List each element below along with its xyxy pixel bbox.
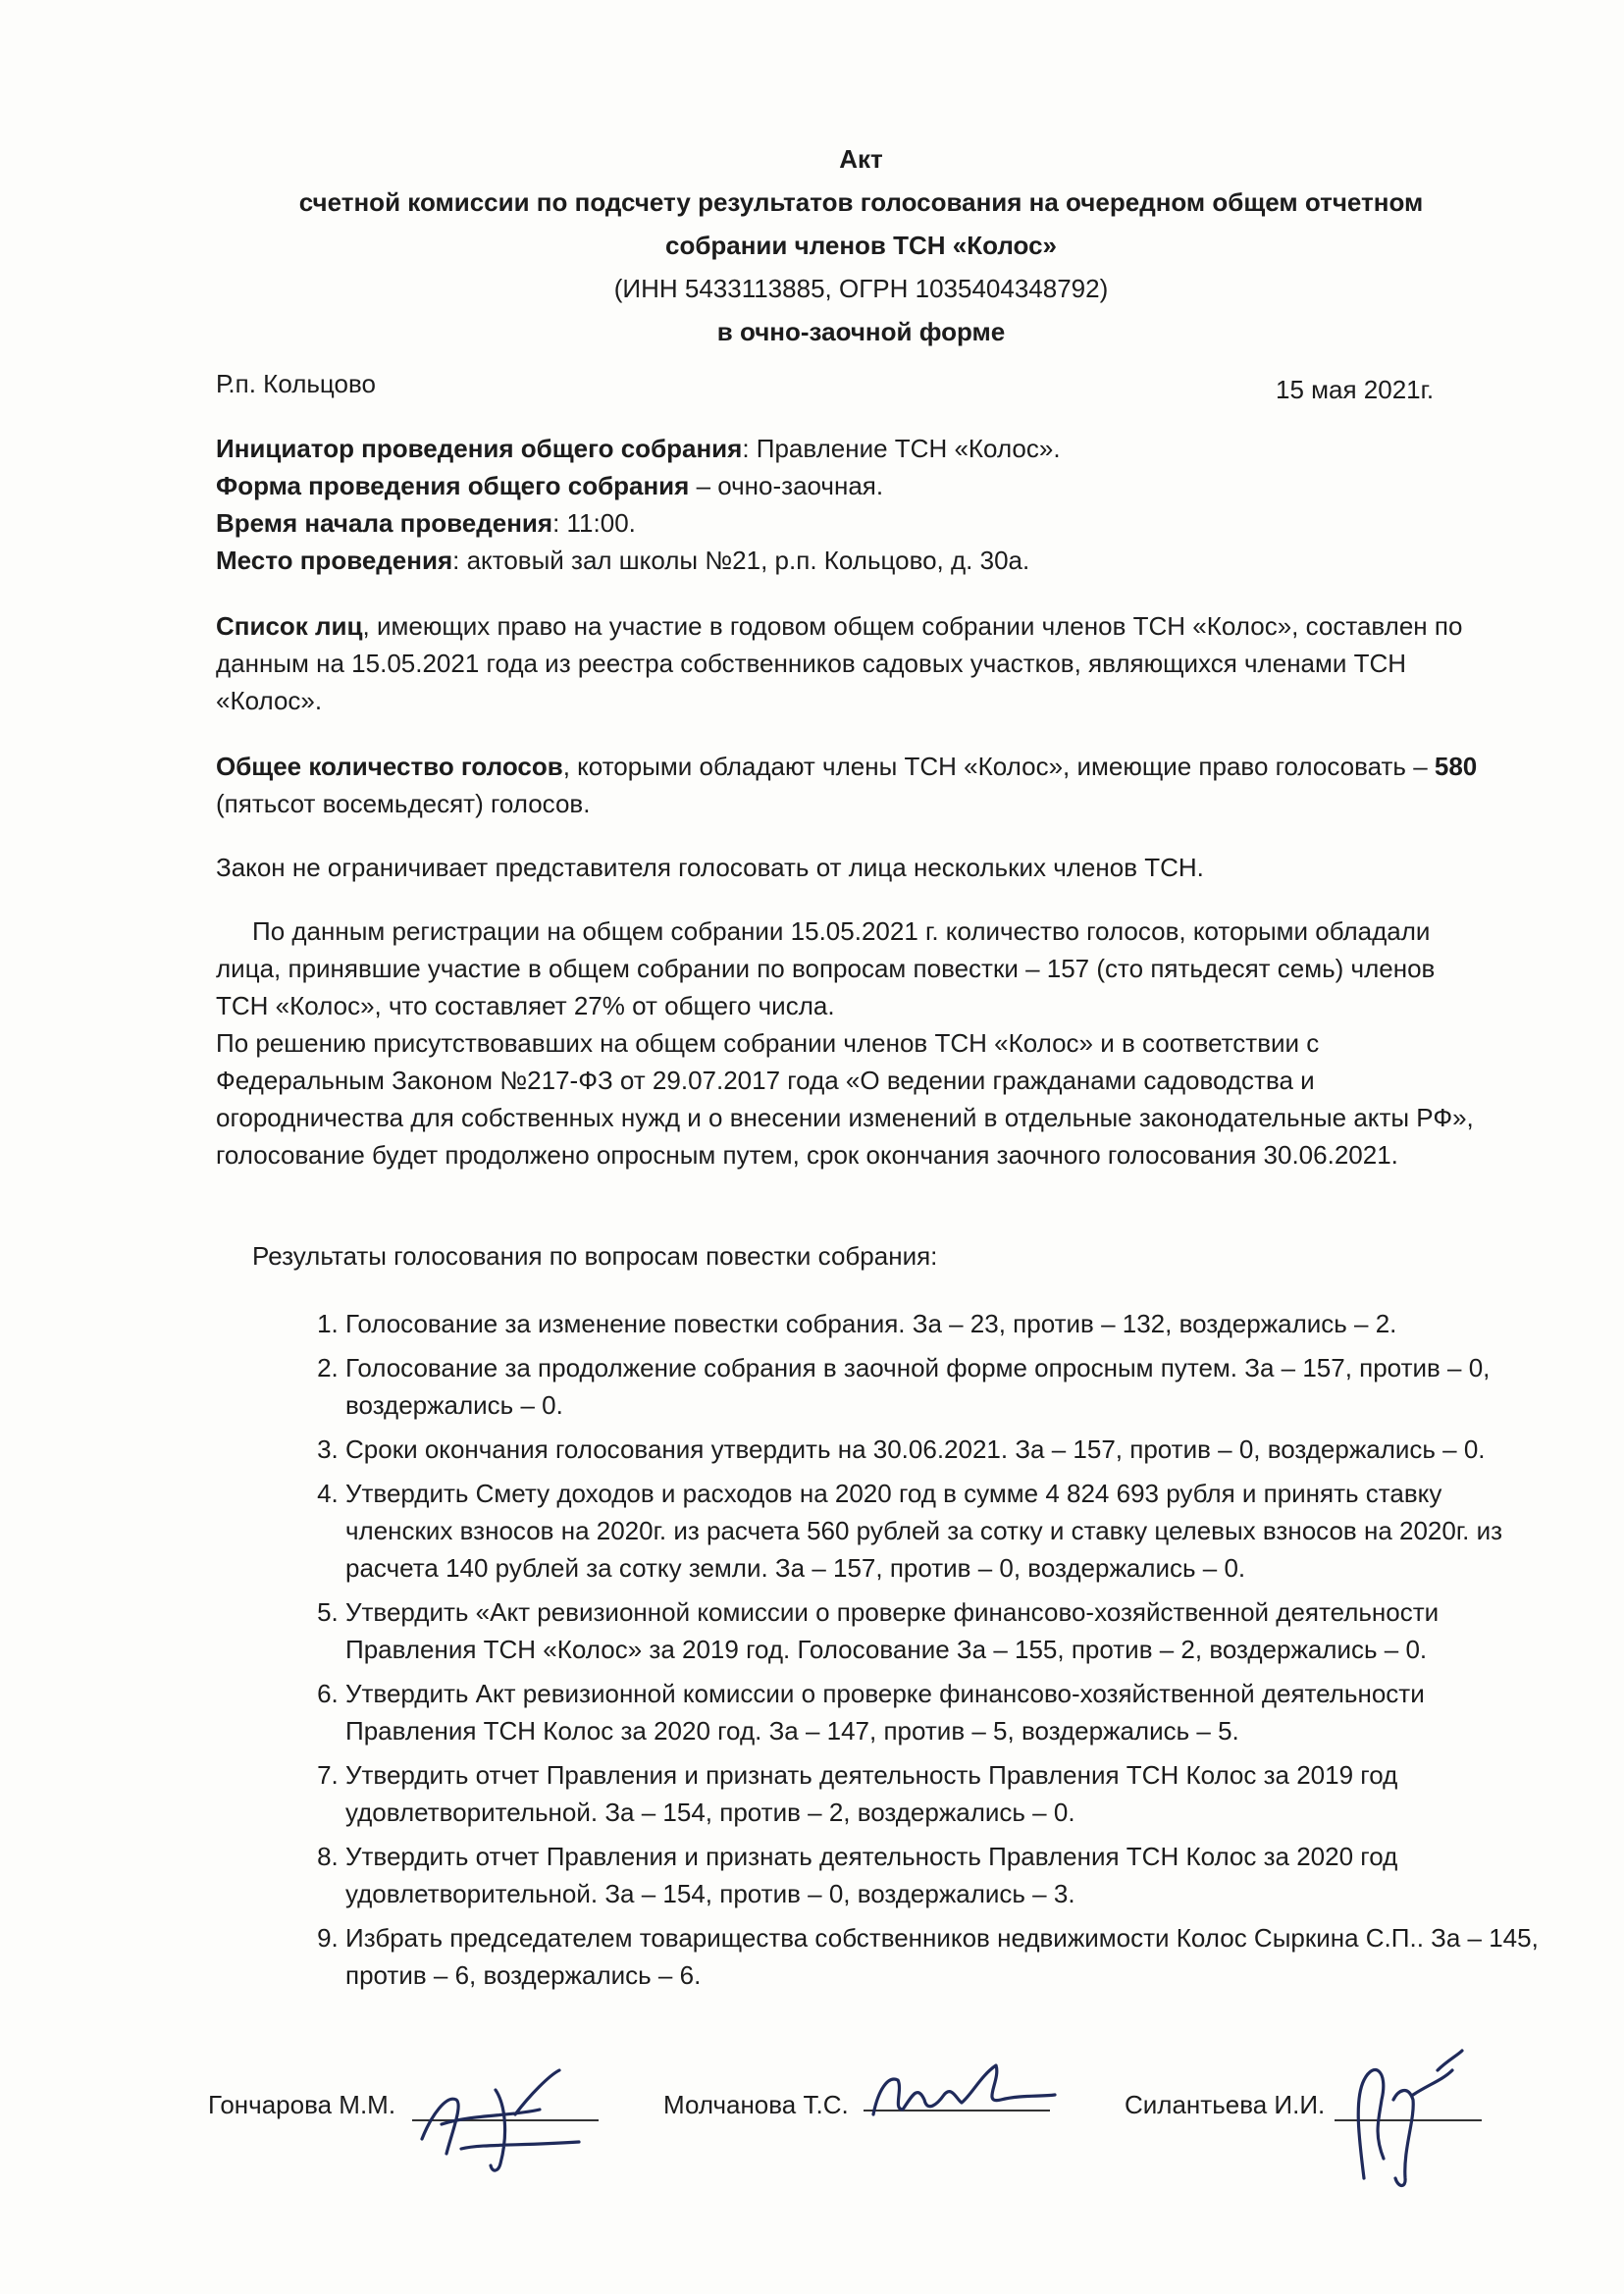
list-item: 7. Утвердить отчет Правления и признать деятельность Правления ТСН Колос за 2019 год удовлетворительной. За – 154, против – 2, воздержались – 0. xyxy=(345,1756,1552,1831)
signatory-name-3: Силантьева И.И. xyxy=(1125,2090,1326,2119)
registration-paragraph: По данным регистрации на общем собрании 15.05.2021 г. количество голосов, которыми обладали лица, принявшие участие в общем собрании по вопросам повестки – 157 (сто пятьдесят семь) членов ТСН «Колос», что составляет 27% от общего числа. xyxy=(216,916,1436,1020)
total-votes-paragraph xyxy=(216,748,1482,822)
results-list xyxy=(285,1305,1552,2001)
eligible-list-label: Список лиц xyxy=(216,611,363,641)
signature-2 xyxy=(864,2056,1060,2134)
total-votes-text-end: (пятьсот восемьдесят) голосов. xyxy=(216,789,591,818)
total-votes-label: Общее количество голосов xyxy=(216,752,563,781)
time-value: : 11:00. xyxy=(552,508,636,538)
eligible-list-paragraph xyxy=(216,607,1482,719)
document-date: 15 мая 2021г. xyxy=(1276,375,1435,404)
location-label: Место проведения xyxy=(216,546,453,575)
document-place: Р.п. Кольцово xyxy=(216,369,376,398)
list-item: 8. Утвердить отчет Правления и признать деятельность Правления ТСН Колос за 2020 год удовлетворительной. За – 154, против – 0, воздержались – 3. xyxy=(345,1838,1552,1912)
list-item: 4. Утвердить Смету доходов и расходов на 2020 год в сумме 4 824 693 рубля и принять ставку членских взносов на 2020г. из расчета 560 рублей за сотку и ставку целевых взносов на 2020г. из расчета 140 рублей за сотку земли. За – 157, против – 0, воздержались – 0. xyxy=(345,1475,1552,1587)
signatory-name-2: Молчанова Т.С. xyxy=(663,2090,849,2119)
location-line xyxy=(216,542,1482,579)
initiator-value: : Правление ТСН «Колос». xyxy=(742,434,1061,463)
form-value: – очно-заочная. xyxy=(689,471,884,500)
list-item: 9. Избрать председателем товарищества собственников недвижимости Колос Сыркина С.П.. За – 145, против – 6, воздержались – 6. xyxy=(345,1919,1552,1994)
list-item: 2. Голосование за продолжение собрания в заочной форме опросным путем. За – 157, против – 0, воздержались – 0. xyxy=(345,1349,1552,1424)
list-item: 6. Утвердить Акт ревизионной комиссии о проверке финансово-хозяйственной деятельности Правления ТСН Колос за 2020 год. За – 147, против – 5, воздержались – 5. xyxy=(345,1675,1552,1749)
decision-paragraph: По решению присутствовавших на общем собрании членов ТСН «Колос» и в соответствии с Федеральным Законом №217-ФЗ от 29.07.2017 года «О ведении гражданами садоводства и огородничества для собственных нужд и о внесении изменений в отдельные законодательные акты РФ», голосование будет продолжено опросным путем, срок окончания заочного голосования 30.06.2021. xyxy=(216,1028,1474,1170)
initiator-label: Инициатор проведения общего собрания xyxy=(216,434,743,463)
list-item: 3. Сроки окончания голосования утвердить на 30.06.2021. За – 157, против – 0, воздержались – 0. xyxy=(345,1431,1552,1468)
initiator-line xyxy=(216,430,1482,467)
results-heading: Результаты голосования по вопросам повестки собрания: xyxy=(252,1241,938,1271)
list-item: 5. Утвердить «Акт ревизионной комиссии о проверке финансово-хозяйственной деятельности Правления ТСН «Колос» за 2019 год. Голосование За – 155, против – 2, воздержались – 0. xyxy=(345,1593,1552,1668)
document-requisites: (ИНН 5433113885, ОГРН 1035404348792) xyxy=(613,274,1109,303)
registration-section xyxy=(216,912,1482,1173)
law-note: Закон не ограничивает представителя голосовать от лица нескольких членов ТСН. xyxy=(216,853,1204,882)
eligible-list-text: , имеющих право на участие в годовом общем собрании членов ТСН «Колос», составлен по данным на 15.05.2021 года из реестра собственников садовых участков, являющихся членами ТСН «Колос». xyxy=(216,611,1463,715)
total-votes-count: 580 xyxy=(1434,752,1478,781)
signature-3 xyxy=(1344,2041,1482,2198)
signatory-name-1: Гончарова М.М. xyxy=(208,2090,396,2119)
form-label: Форма проведения общего собрания xyxy=(216,471,690,500)
time-label: Время начала проведения xyxy=(216,508,553,538)
document-subtitle-line1: счетной комиссии по подсчету результатов голосования на очередном общем отчетном xyxy=(298,187,1424,217)
time-line xyxy=(216,504,1482,542)
total-votes-text: , которыми обладают члены ТСН «Колос», имеющие право голосовать – xyxy=(562,752,1435,781)
document-form: в очно-заочной форме xyxy=(716,317,1006,346)
form-line xyxy=(216,467,1482,504)
list-item: 1. Голосование за изменение повестки собрания. За – 23, против – 132, воздержались – 2. xyxy=(345,1305,1552,1342)
location-value: : актовый зал школы №21, р.п. Кольцово, д. 30а. xyxy=(452,546,1030,575)
document-header xyxy=(196,137,1526,353)
signature-1 xyxy=(402,2056,599,2183)
document-title: Акт xyxy=(839,144,883,174)
meeting-info xyxy=(216,430,1482,579)
document-subtitle-line2: собрании членов ТСН «Колос» xyxy=(664,231,1057,260)
